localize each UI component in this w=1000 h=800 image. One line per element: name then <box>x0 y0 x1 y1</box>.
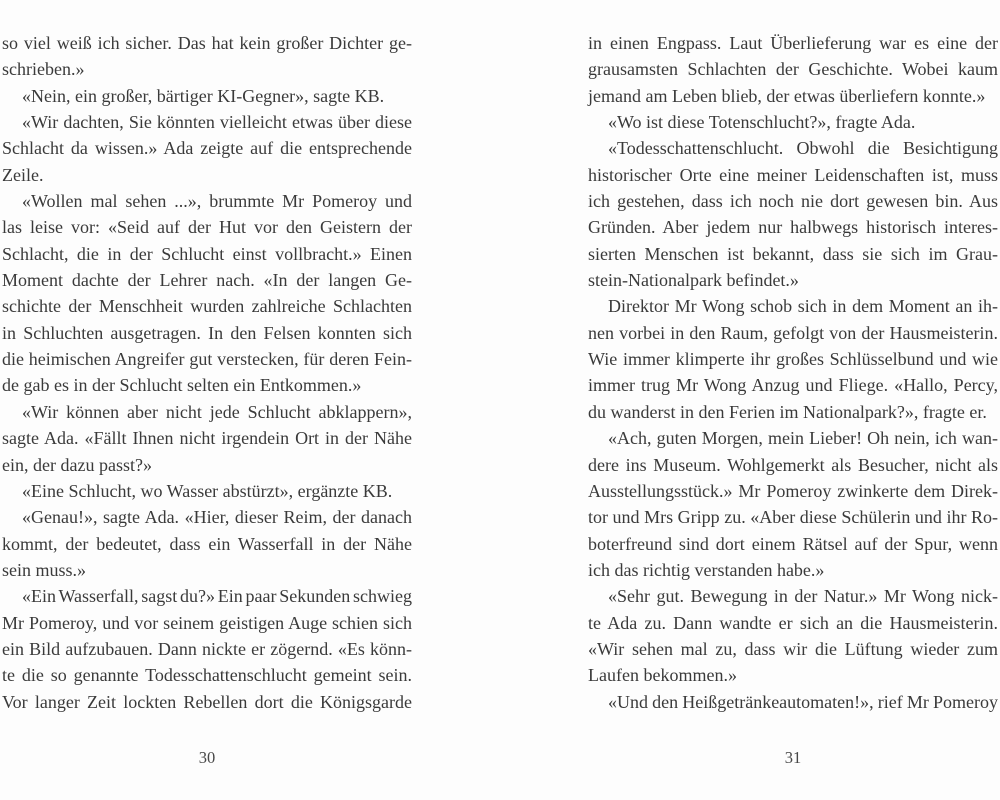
text-line: in einen Engpass. Laut Überlieferung war es eine der <box>588 33 998 53</box>
text-line: «Ein Wasserfall, sagst du?» Ein paar Sekunden schwieg <box>22 586 412 607</box>
text-line: «Eine Schlucht, wo Wasser abstürzt», ergänzte KB. <box>22 480 393 501</box>
text-line: «Wo ist diese Totenschlucht?», fragte Ada. <box>608 112 916 133</box>
text-line: die heimischen Angreifer gut verstecken, für deren Fein- <box>2 349 412 370</box>
text-line: kommt, der bedeutet, dass ein Wasserfall in der Nähe <box>2 533 412 554</box>
text-line: «Wollen mal sehen ...», brummte Mr Pomeroy und <box>22 191 412 212</box>
text-line: boterfreund sind dort einem Rätsel auf der Spur, wenn <box>588 533 998 554</box>
text-line: Laufen bekommen.» <box>588 665 737 686</box>
text-line: las leise vor: «Seid auf der Hut vor den Geistern der <box>2 217 412 238</box>
text-line: Wie immer klimperte ihr großes Schlüsselbund und wie <box>588 349 998 370</box>
text-line: «Wir sehen mal zu, dass wir die Lüftung wieder zum <box>588 638 998 659</box>
text-line: so viel weiß ich sicher. Das hat kein großer Dichter ge- <box>2 33 412 53</box>
text-line: stein-Nationalpark befindet.» <box>588 270 799 291</box>
text-line: Moment dachte der Lehrer nach. «In der langen Ge- <box>2 270 412 291</box>
text-line: «Genau!», sagte Ada. «Hier, dieser Reim, der danach <box>22 507 412 528</box>
book-page-right <box>588 0 998 800</box>
text-line: dere ins Museum. Wohlgemerkt als Besucher, nicht als <box>588 454 998 475</box>
text-line: sein muss.» <box>2 559 87 580</box>
text-line: ein Bild aufzubauen. Dann nickte er zögernd. «Es könn- <box>2 638 412 659</box>
text-line: Gründen. Aber jedem nur halbwegs historisch interes- <box>588 217 998 238</box>
text-line: jemand am Leben blieb, der etwas überliefern konnte.» <box>588 85 986 106</box>
text-line: «Sehr gut. Bewegung in der Natur.» Mr Wong nick- <box>608 586 998 607</box>
text-line: ich das richtig verstanden habe.» <box>588 559 825 580</box>
text-line: te die so genannte Todesschattenschlucht gemeint sein. <box>2 665 412 686</box>
text-line: Schlacht, die in der Schlucht einst vollbracht.» Einen <box>2 243 412 264</box>
text-line: «Nein, ein großer, bärtiger KI-Gegner», sagte KB. <box>22 85 385 106</box>
text-line: «Ach, guten Morgen, mein Lieber! Oh nein, ich wan- <box>608 428 998 449</box>
text-line: nen vorbei in den Raum, gefolgt von der Hausmeisterin. <box>588 322 998 343</box>
page-number-right: 31 <box>784 748 802 767</box>
text-line: Vor langer Zeit lockten Rebellen dort die Königsgarde <box>2 691 412 712</box>
text-line: du wanderst in den Ferien im Nationalpark?», fragte er. <box>588 401 987 422</box>
text-line: immer trug Mr Wong Anzug und Fliege. «Hallo, Percy, <box>588 375 998 396</box>
text-line: in Schluchten ausgetragen. In den Felsen konnten sich <box>2 322 412 343</box>
text-line: tor und Mrs Gripp zu. «Aber diese Schülerin und ihr Ro- <box>588 507 998 528</box>
page-number-left: 30 <box>198 748 216 767</box>
text-line: te Ada zu. Dann wandte er sich an die Hausmeisterin. <box>588 612 998 633</box>
text-line: de gab es in der Schlucht selten ein Entkommen.» <box>2 375 362 396</box>
text-line: Direktor Mr Wong schob sich in dem Moment an ih- <box>608 296 998 317</box>
text-line: historischer Orte eine meiner Leidenschaften ist, muss <box>588 164 998 185</box>
text-line: Zeile. <box>2 164 44 185</box>
text-line: «Wir dachten, Sie könnten vielleicht etwas über diese <box>22 112 412 133</box>
text-line: «Todesschattenschlucht. Obwohl die Besichtigung <box>608 138 998 159</box>
book-page-left <box>2 0 412 800</box>
text-line: Mr Pomeroy, und vor seinem geistigen Auge schien sich <box>2 612 412 633</box>
text-line: ein, der dazu passt?» <box>2 454 152 475</box>
text-line: «Und den Heißgetränkeautomaten!», rief Mr Pomeroy <box>608 691 998 712</box>
text-line: Schlacht da wissen.» Ada zeigte auf die entsprechende <box>2 138 412 159</box>
text-line: Ausstellungsstück.» Mr Pomeroy zwinkerte dem Direk- <box>588 480 998 501</box>
text-line: «Wir können aber nicht jede Schlucht abklappern», <box>22 401 412 422</box>
text-line: schichte der Menschheit wurden zahlreiche Schlachten <box>2 296 412 317</box>
text-line: sierten Menschen ist bekannt, dass sie sich im Grau- <box>588 243 998 264</box>
page-left-text-column <box>2 30 412 715</box>
text-line: ich gestehen, dass ich noch nie dort gewesen bin. Aus <box>588 191 998 212</box>
text-line: schrieben.» <box>2 59 85 80</box>
text-line: sagte Ada. «Fällt Ihnen nicht irgendein Ort in der Nähe <box>2 428 412 449</box>
text-line: grausamsten Schlachten der Geschichte. Wobei kaum <box>588 59 998 80</box>
page-right-text-column <box>588 30 998 715</box>
